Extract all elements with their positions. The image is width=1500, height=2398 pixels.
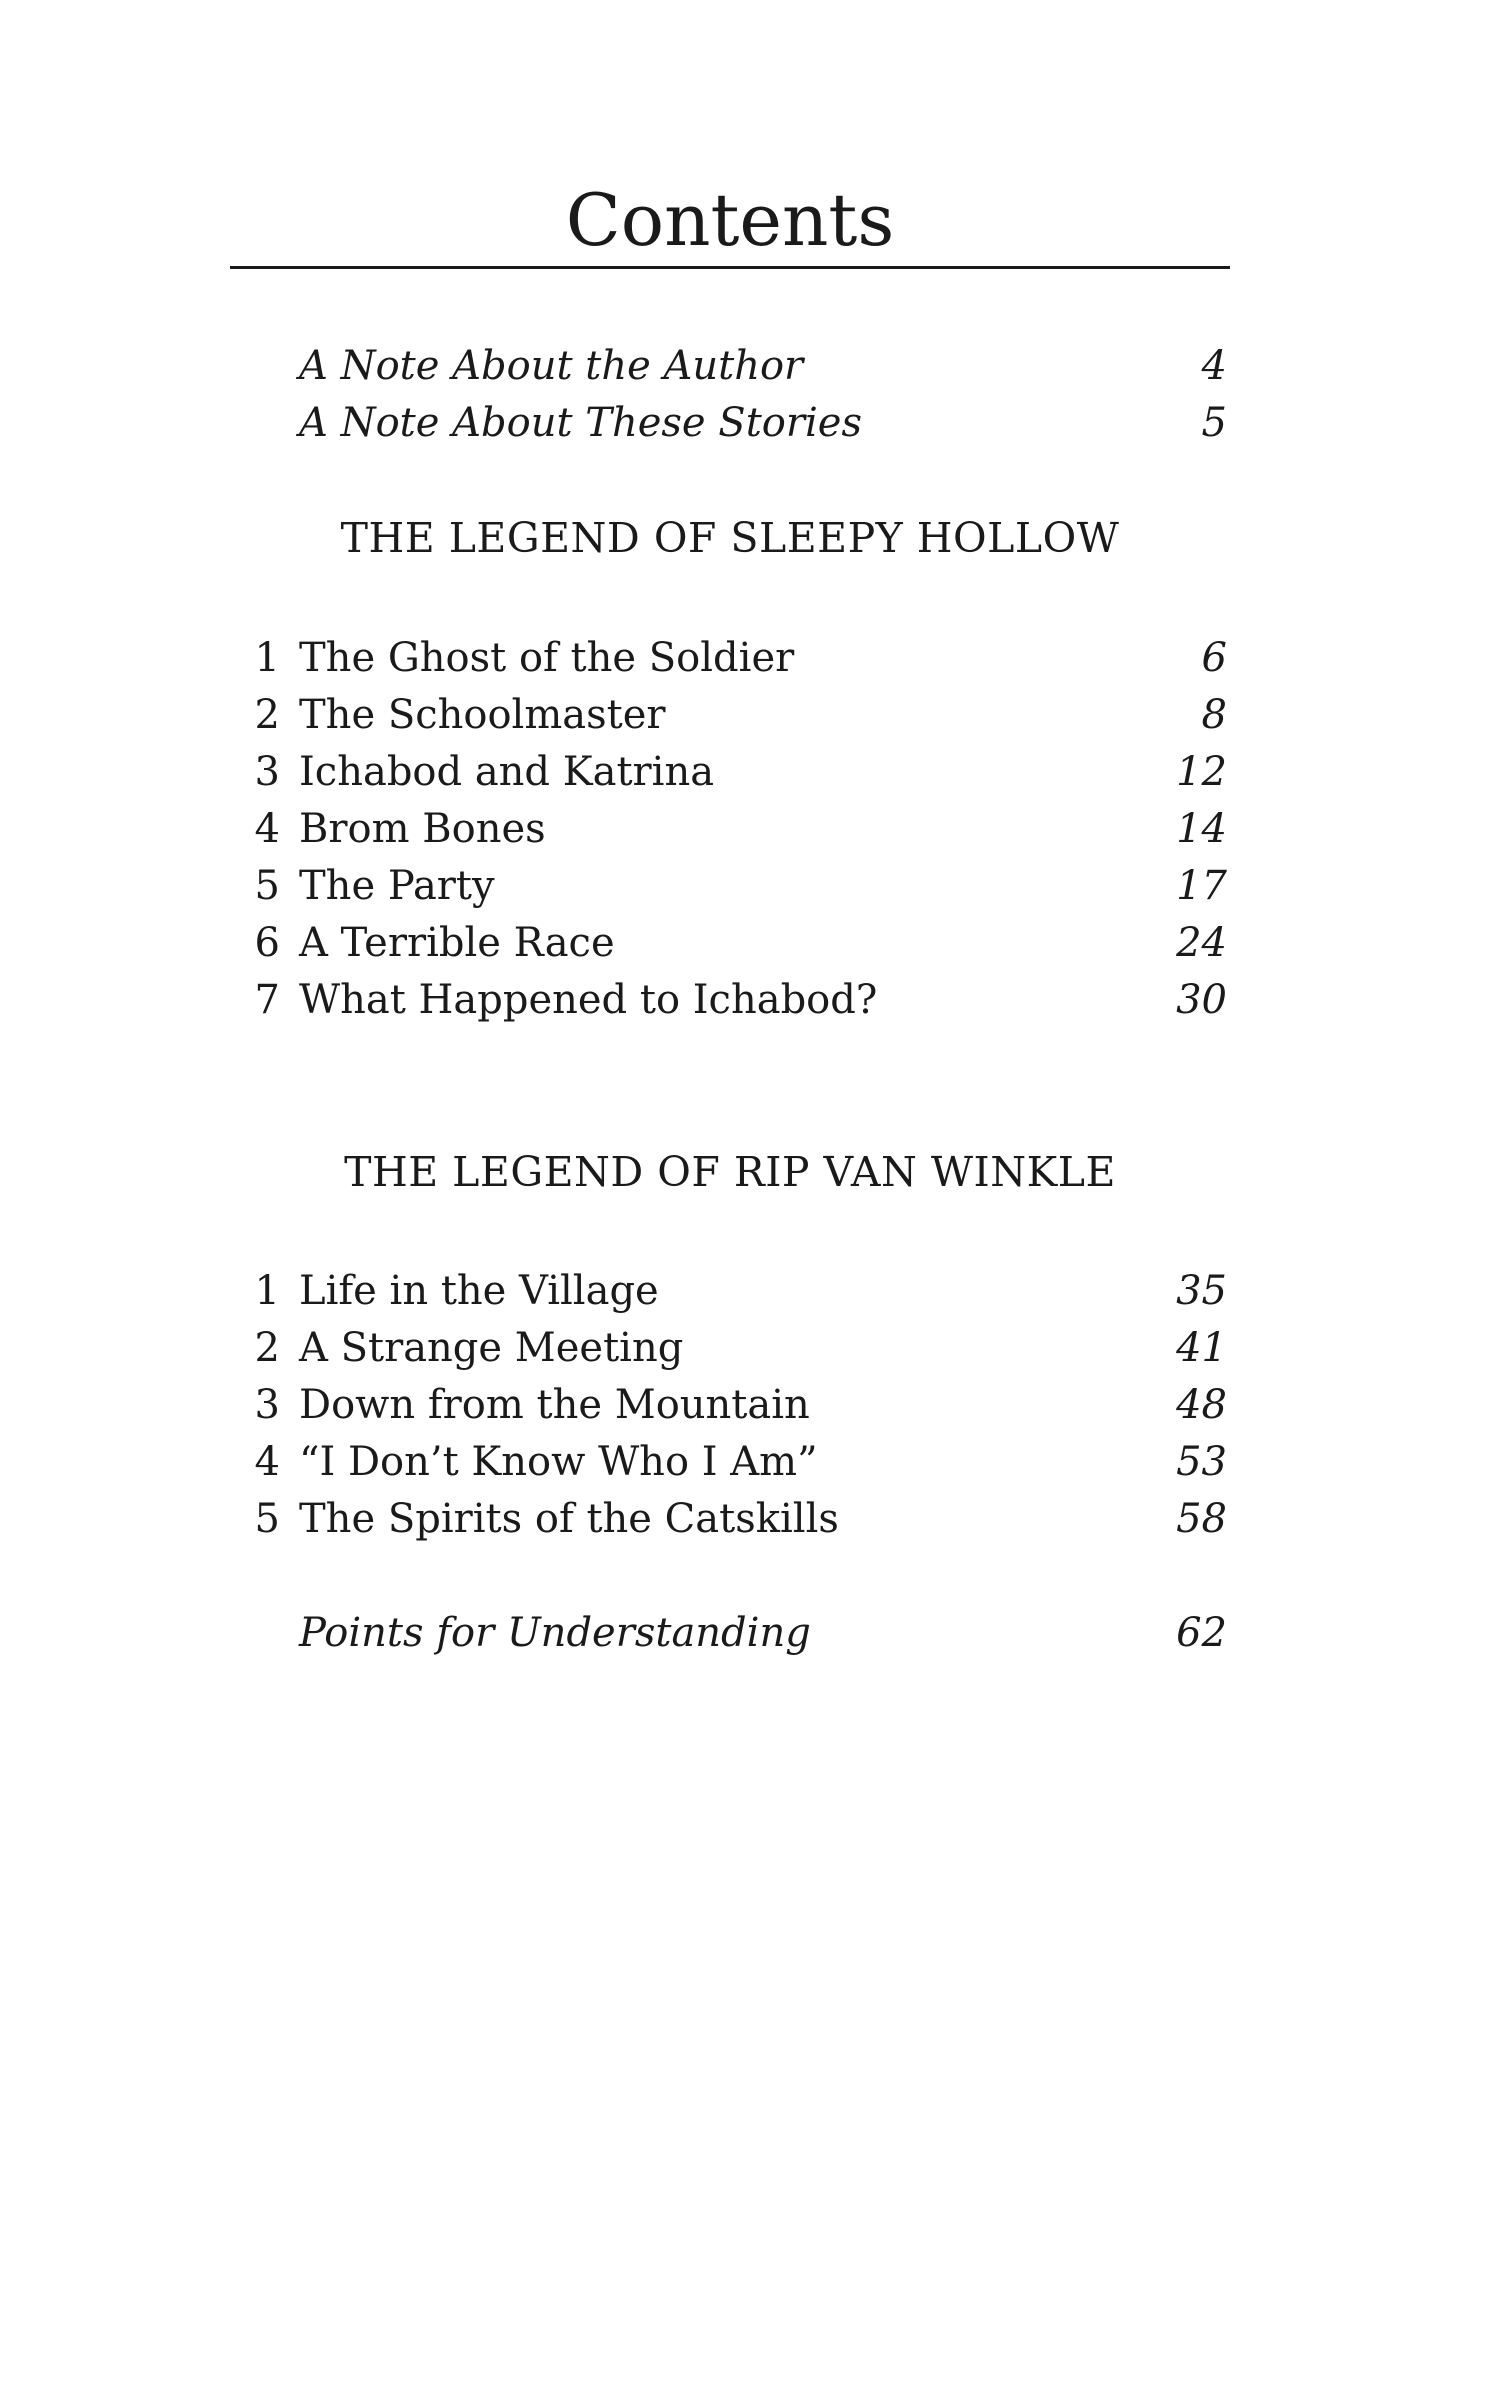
toc-entry-label: A Note About the Author xyxy=(299,343,804,389)
toc-chapter[interactable] xyxy=(250,1263,1227,1319)
chapter-page: 48 xyxy=(1176,1382,1227,1428)
chapter-number: 5 xyxy=(254,1496,280,1542)
chapter-title: A Strange Meeting xyxy=(299,1325,684,1371)
toc-entry-label: Points for Understanding xyxy=(299,1610,811,1656)
toc-chapter[interactable] xyxy=(250,687,1227,743)
toc-chapter[interactable] xyxy=(250,915,1227,971)
chapter-page: 12 xyxy=(1176,749,1227,795)
toc-entry-note-stories[interactable] xyxy=(250,395,1227,451)
toc-chapter[interactable] xyxy=(250,630,1227,686)
chapter-number: 7 xyxy=(254,977,280,1023)
chapter-page: 14 xyxy=(1176,806,1227,852)
chapter-number: 2 xyxy=(254,692,280,738)
page-title: Contents xyxy=(565,178,895,262)
chapter-title: The Schoolmaster xyxy=(299,692,666,738)
toc-chapter[interactable] xyxy=(250,1377,1227,1433)
chapter-page: 30 xyxy=(1176,977,1227,1023)
chapter-page: 35 xyxy=(1176,1268,1227,1314)
chapter-title: The Ghost of the Soldier xyxy=(299,635,795,681)
chapter-page: 53 xyxy=(1176,1439,1227,1485)
section-heading-rip-van-winkle: THE LEGEND OF RIP VAN WINKLE xyxy=(344,1148,1116,1196)
chapter-number: 4 xyxy=(254,1439,280,1485)
toc-chapter[interactable] xyxy=(250,1434,1227,1490)
chapter-title: The Party xyxy=(299,863,495,909)
toc-chapter[interactable] xyxy=(250,858,1227,914)
chapter-title: Down from the Mountain xyxy=(299,1382,810,1428)
toc-entry-points-for-understanding[interactable] xyxy=(250,1605,1227,1661)
chapter-page: 8 xyxy=(1201,692,1227,738)
toc-chapter[interactable] xyxy=(250,801,1227,857)
toc-chapter[interactable] xyxy=(250,744,1227,800)
chapter-title: The Spirits of the Catskills xyxy=(299,1496,839,1542)
toc-chapter[interactable] xyxy=(250,1320,1227,1376)
chapter-number: 1 xyxy=(254,1268,280,1314)
chapter-number: 6 xyxy=(254,920,280,966)
chapter-page: 17 xyxy=(1176,863,1227,909)
chapter-page: 58 xyxy=(1176,1496,1227,1542)
chapter-page: 41 xyxy=(1176,1325,1227,1371)
chapter-title: What Happened to Ichabod? xyxy=(299,977,878,1023)
chapter-title: Brom Bones xyxy=(299,806,546,852)
chapter-page: 6 xyxy=(1201,635,1227,681)
chapter-number: 3 xyxy=(254,749,280,795)
toc-entry-label: A Note About These Stories xyxy=(299,400,862,446)
toc-entry-page: 5 xyxy=(1201,400,1227,446)
toc-entry-page: 62 xyxy=(1176,1610,1227,1656)
toc-entry-page: 4 xyxy=(1201,343,1227,389)
section-heading-sleepy-hollow: THE LEGEND OF SLEEPY HOLLOW xyxy=(340,514,1120,562)
chapter-number: 2 xyxy=(254,1325,280,1371)
chapter-page: 24 xyxy=(1176,920,1227,966)
toc-entry-note-author[interactable] xyxy=(250,338,1227,394)
toc-chapter[interactable] xyxy=(250,972,1227,1028)
chapter-title: A Terrible Race xyxy=(299,920,615,966)
chapter-title: Ichabod and Katrina xyxy=(299,749,715,795)
toc-chapter[interactable] xyxy=(250,1491,1227,1547)
chapter-number: 5 xyxy=(254,863,280,909)
chapter-title: “I Don’t Know Who I Am” xyxy=(299,1439,818,1485)
chapter-number: 3 xyxy=(254,1382,280,1428)
chapter-number: 4 xyxy=(254,806,280,852)
chapter-title: Life in the Village xyxy=(299,1268,659,1314)
chapter-number: 1 xyxy=(254,635,280,681)
title-divider xyxy=(230,266,1230,269)
